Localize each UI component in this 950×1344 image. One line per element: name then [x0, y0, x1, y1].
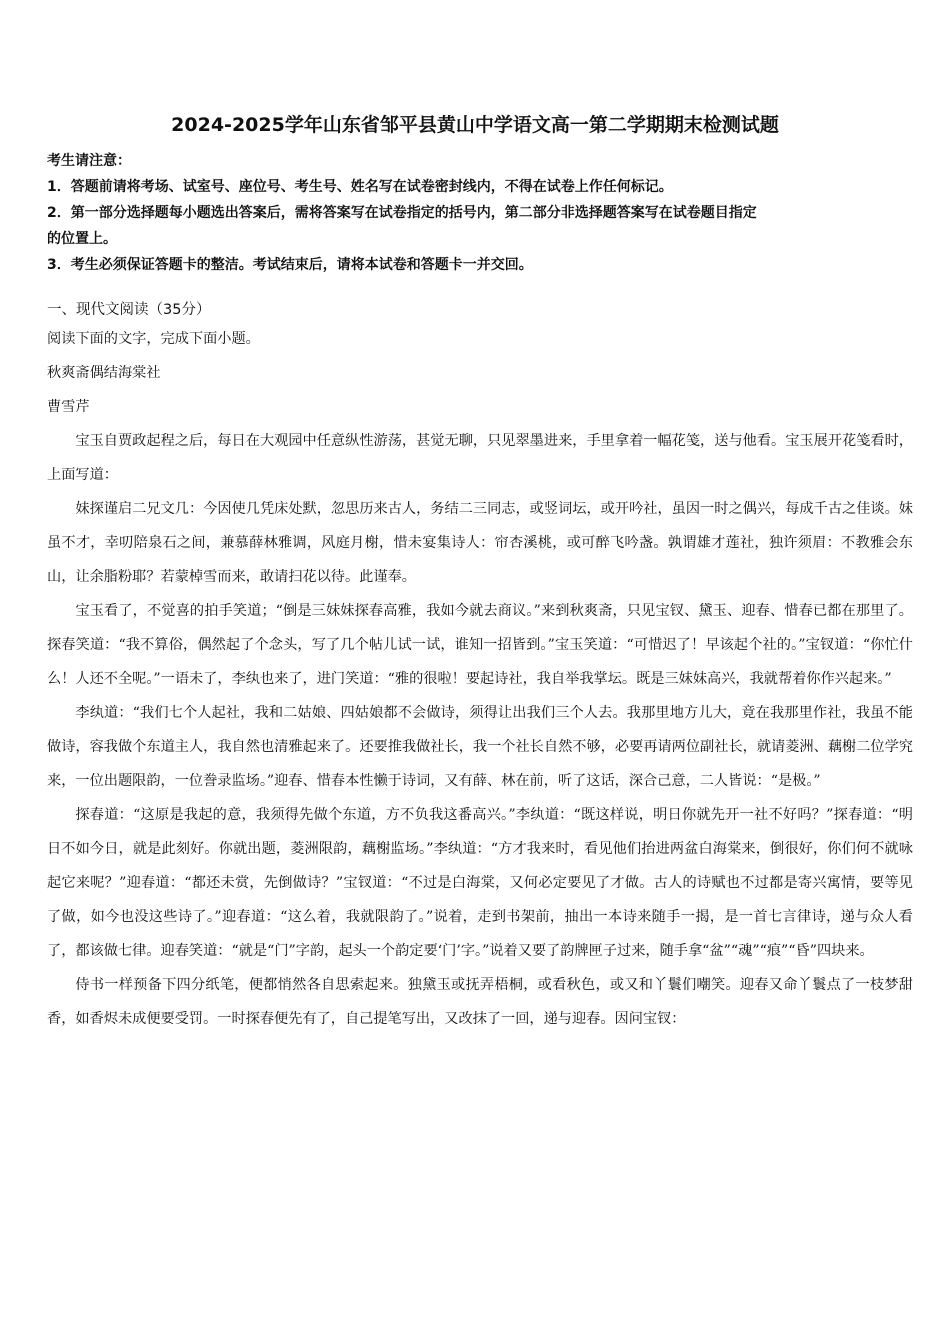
passage-paragraph: 宝玉自贾政起程之后，每日在大观园中任意纵性游荡，甚觉无聊，只见翠墨进来，手里拿着一幅花笺，送与他看。宝玉展开花笺看时，上面写道： — [47, 433, 913, 483]
candidate-notice — [47, 148, 907, 278]
section-heading: 一、现代文阅读（35分） — [47, 302, 211, 318]
passage-title: 秋爽斋偶结海棠社 — [47, 365, 161, 381]
notice-item: 1．答题前请将考场、试室号、座位号、考生号、姓名写在试卷密封线内，不得在试卷上作任何标记。 — [47, 179, 673, 195]
passage-paragraph: 侍书一样预备下四分纸笔，便都悄然各自思索起来。独黛玉或抚弄梧桐，或看秋色，或又和丫鬟们嘲笑。迎春又命丫鬟点了一枝梦甜香，如香烬未成便要受罚。一时探春便先有了，自己提笔写出，又改抹了一回，递与迎春。因问宝钗： — [47, 977, 913, 1027]
passage-paragraph: 李纨道：“我们七个人起社，我和二姑娘、四姑娘都不会做诗，须得让出我们三个人去。我那里地方儿大，竟在我那里作社，我虽不能做诗，容我做个东道主人，我自然也清雅起来了。还要推我做社长，我一个社长自然不够，必要再请两位副社长，就请菱洲、藕榭二位学究来，一位出题限韵，一位誊录监场。”迎春、惜春本性懒于诗词，又有薛、林在前，听了这话，深合己意，二人皆说：“是极。” — [47, 705, 913, 789]
notice-heading: 考生请注意： — [47, 153, 131, 169]
passage-author: 曹雪芹 — [47, 399, 90, 415]
exam-title: 2024-2025学年山东省邹平县黄山中学语文高一第二学期期末检测试题 — [171, 114, 779, 136]
reading-passage — [47, 322, 913, 1036]
passage-paragraph: 宝玉看了，不觉喜的拍手笑道；“倒是三妹妹探春高雅，我如今就去商议。”来到秋爽斋，只见宝钗、黛玉、迎春、惜春已都在那里了。探春笑道：“我不算俗，偶然起了个念头，写了几个帖儿试一试，谁知一招皆到。”宝玉笑道：“可惜迟了！早该起个社的。”宝钗道：“你忙什么！人还不全呢。”一语未了，李纨也来了，进门笑道：“雅的很啦！要起诗社，我自举我掌坛。既是三妹妹高兴，我就帮着你作兴起来。” — [47, 603, 913, 687]
notice-item: 3．考生必须保证答题卡的整洁。考试结束后，请将本试卷和答题卡一并交回。 — [47, 257, 533, 273]
passage-instruction: 阅读下面的文字，完成下面小题。 — [47, 331, 260, 347]
passage-paragraph: 妹探谨启二兄文几：今因使几凭床处默，忽思历来古人，务结二三同志，或竖词坛，或开吟社，虽因一时之偶兴，每成千古之佳谈。妹虽不才，幸叨陪泉石之间，兼慕薛林雅调，风庭月榭，惜未宴集诗人：帘杏溪桃，或可醉飞吟盏。孰谓雄才莲社，独许须眉：不教雅会东山，让余脂粉耶？若蒙棹雪而来，敢请扫花以待。此谨奉。 — [47, 501, 913, 585]
passage-paragraph: 探春道：“这原是我起的意，我须得先做个东道，方不负我这番高兴。”李纨道：“既这样说，明日你就先开一社不好吗？”探春道：“明日不如今日，就是此刻好。你就出题，菱洲限韵，藕榭监场。”李纨道：“方才我来时，看见他们抬进两盆白海棠来，倒很好，你们何不就咏起它来呢？”迎春道：“都还未赏，先倒做诗？”宝钗道：“不过是白海棠，又何必定要见了才做。古人的诗赋也不过都是寄兴寓情，要等见了做，如今也没这些诗了。”迎春道：“这么着，我就限韵了。”说着，走到书架前，抽出一本诗来随手一揭，是一首七言律诗，递与众人看了，都该做七律。迎春笑道：“就是“门”字韵，起头一个韵定要‘门’字。”说着又要了韵牌匣子过来，随手拿“盆”“魂”“痕”“昏”四块来。 — [47, 807, 913, 959]
notice-item: 2．第一部分选择题每小题选出答案后，需将答案写在试卷指定的括号内，第二部分非选择题答案写在试卷题目指定 的位置上。 — [47, 205, 757, 247]
